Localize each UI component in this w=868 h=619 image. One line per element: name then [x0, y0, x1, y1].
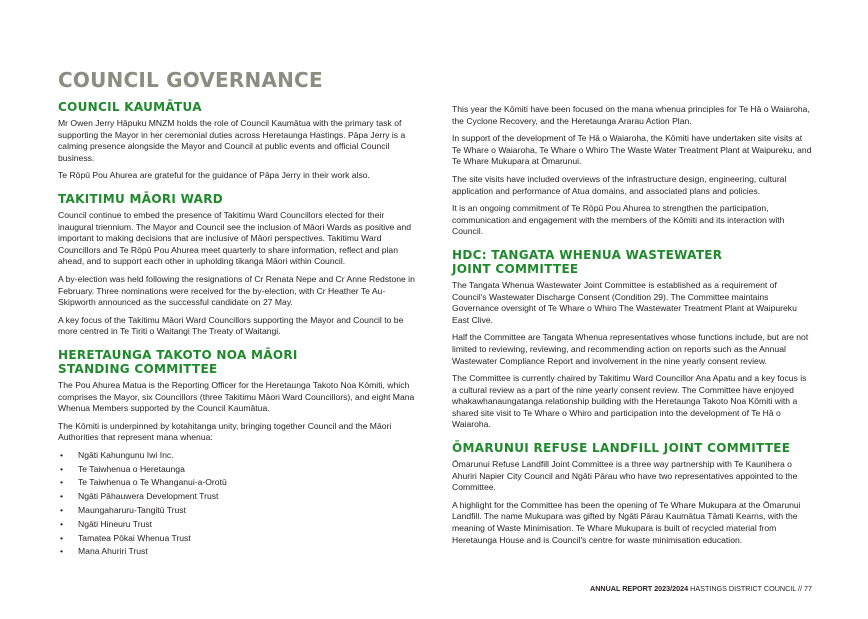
list-item: • Maungaharuru-Tangitū Trust — [58, 505, 418, 517]
paragraph: Ōmarunui Refuse Landfill Joint Committee is a three way partnership with Te Kaunihera o Ahuriri Napier City Council and Ngāti Pārau who have two representatives appointed to the Committee. — [452, 459, 798, 493]
list-item: • Te Taiwhenua o Heretaunga — [58, 464, 418, 476]
section-komiti-focus — [452, 104, 812, 238]
paragraph: The Committee is currently chaired by Takitimu Ward Councillor Ana Apatu and a key focus is a cultural review as a part of the nine yearly consent review. The Committee have enjoyed whakawhanaungatanga relationship building with the Heretaunga Takoto Noa Kōmiti with a shared site visit to Te Whare o Whiro and participation into the development of Te Hā o Waiaroha. — [452, 373, 807, 430]
heading-line: STANDING COMMITTEE — [58, 361, 218, 376]
paragraph: Te Rōpū Pou Ahurea are grateful for the guidance of Pāpa Jerry in their work also. — [58, 170, 370, 181]
mana-whenua-list — [58, 450, 418, 558]
paragraph: This year the Kōmiti have been focused on the mana whenua principles for Te Hā o Waiaroha, the Cyclone Recovery, and the Heretaunga Ararau Action Plan. — [452, 104, 810, 126]
section-takitimu-maori-ward — [58, 192, 418, 338]
footer-organisation: HASTINGS DISTRICT COUNCIL — [690, 584, 796, 593]
heading-line: HERETAUNGA TAKOTO NOA MĀORI — [58, 347, 298, 362]
section-omarunui-landfill — [452, 441, 812, 546]
page-title: COUNCIL GOVERNANCE — [58, 68, 323, 92]
left-column — [58, 100, 418, 568]
right-column — [452, 104, 812, 556]
paragraph: The site visits have included overviews of the infrastructure design, engineering, cultural application and performance of Atua domains, and associated plans and policies. — [452, 173, 787, 196]
section-heretaunga-takoto-noa — [58, 348, 418, 558]
heading-omarunui-landfill: ŌMARUNUI REFUSE LANDFILL JOINT COMMITTEE — [452, 441, 791, 456]
paragraph: A key focus of the Takitimu Māori Ward Councillors supporting the Mayor and Council to be more centred in Te Tiriti o Waitangi The Treaty of Waitangi. — [58, 314, 404, 337]
paragraph: The Pou Ahurea Matua is the Reporting Officer for the Heretaunga Takoto Noa Kōmiti, which comprises the Mayor, six Councillors (three Takitimu Māori Ward Councillors), and eight Mana Whenua Members supported by the Council Kaumātua. — [58, 379, 415, 414]
paragraph: A highlight for the Committee has been the opening of Te Whare Mukupara at the Ōmarunui Landfill. The name Mukupara was gifted by Ngāti Pārau Kaumātua Tāmati Kearns, with the meaning of Waste Minimisation. Te Whare Mukupara is built of recycled material from Heretaunga House and is Council's centre for waste minimisation education. — [452, 499, 801, 545]
section-council-kaumatua — [58, 100, 418, 182]
heading-wastewater-joint-committee — [452, 248, 812, 276]
heading-takitimu-maori-ward: TAKITIMU MĀORI WARD — [58, 191, 224, 206]
paragraph: Council continue to embed the presence of Takitimu Ward Councillors elected for their inaugural triennium. The Mayor and Council see the inclusion of Māori Wards as positive and important to making decisions that are inclusive of Māori perspectives. Takitimu Ward Councillors and Te Rōpū Pou Ahurea meet quarterly to share information, reflect and plan ahead, and to support each other in upholding tikanga Māori within Council. — [58, 209, 412, 267]
paragraph: The Tangata Whenua Wastewater Joint Committee is established as a requirement of Council's Wastewater Discharge Consent (Condition 29). The Committee maintains Governance oversight of Te Whare o Whiro The Wastewater Treatment Plant at Waipureku East Clive. — [452, 279, 797, 325]
list-item: • Te Taiwhenua o Te Whanganui-a-Orotū — [58, 477, 418, 489]
paragraph: Half the Committee are Tangata Whenua representatives whose functions include, but are not limited to reviewing, reviewing, and recommending action on reports such as the Annual Wastewater Compliance Report and involvement in the nine yearly consent review. — [452, 332, 809, 366]
paragraph: Mr Owen Jerry Hāpuku MNZM holds the role of Council Kaumātua with the primary task of supporting the Mayor in her ceremonial duties across Heretaunga Hastings. Pāpa Jerry is a calming presence alongside the Mayor and Council at public events and official Council business. — [58, 118, 406, 163]
heading-line: JOINT COMMITTEE — [452, 261, 579, 276]
list-item: • Ngāti Pāhauwera Development Trust — [58, 491, 418, 503]
footer-separator: // — [798, 584, 802, 593]
list-item: • Tamatea Pōkai Whenua Trust — [58, 533, 418, 545]
footer-report-title: ANNUAL REPORT 2023/2024 — [590, 584, 689, 593]
page-number: 77 — [804, 584, 812, 593]
paragraph: It is an ongoing commitment of Te Rōpū Pou Ahurea to strengthen the participation, communication and engagement with the members of the Kōmiti and its interaction with Council. — [452, 203, 785, 237]
heading-council-kaumatua: COUNCIL KAUMĀTUA — [58, 100, 202, 114]
list-item: • Mana Ahuriri Trust — [58, 546, 418, 558]
paragraph: The Kōmiti is underpinned by kotahitanga unity, bringing together Council and the Māori Authorities that represent mana whenua: — [58, 420, 392, 443]
section-wastewater-joint-committee — [452, 248, 812, 431]
list-item: • Ngāti Kahungunu Iwi Inc. — [58, 450, 418, 462]
heading-heretaunga-takoto-noa — [58, 348, 418, 376]
page-footer — [590, 584, 812, 593]
heading-line: HDC: TANGATA WHENUA WASTEWATER — [452, 247, 723, 262]
paragraph: In support of the development of Te Hā o Waiaroha, the Kōmiti have undertaken site visits at Te Whare o Waiaroha, Te Whare o Whiro The Waste Water Treatment Plant at Waipureku, and Te Whare Mukupara at Ōmarunui. — [452, 133, 812, 167]
paragraph: A by-election was held following the resignations of Cr Renata Nepe and Cr Anne Redstone in February. Three nominations were received for the by-election, with Cr Heather Te Au-Skipworth announced as the successful candidate on 27 May. — [58, 273, 415, 308]
list-item: • Ngāti Hineuru Trust — [58, 519, 418, 531]
